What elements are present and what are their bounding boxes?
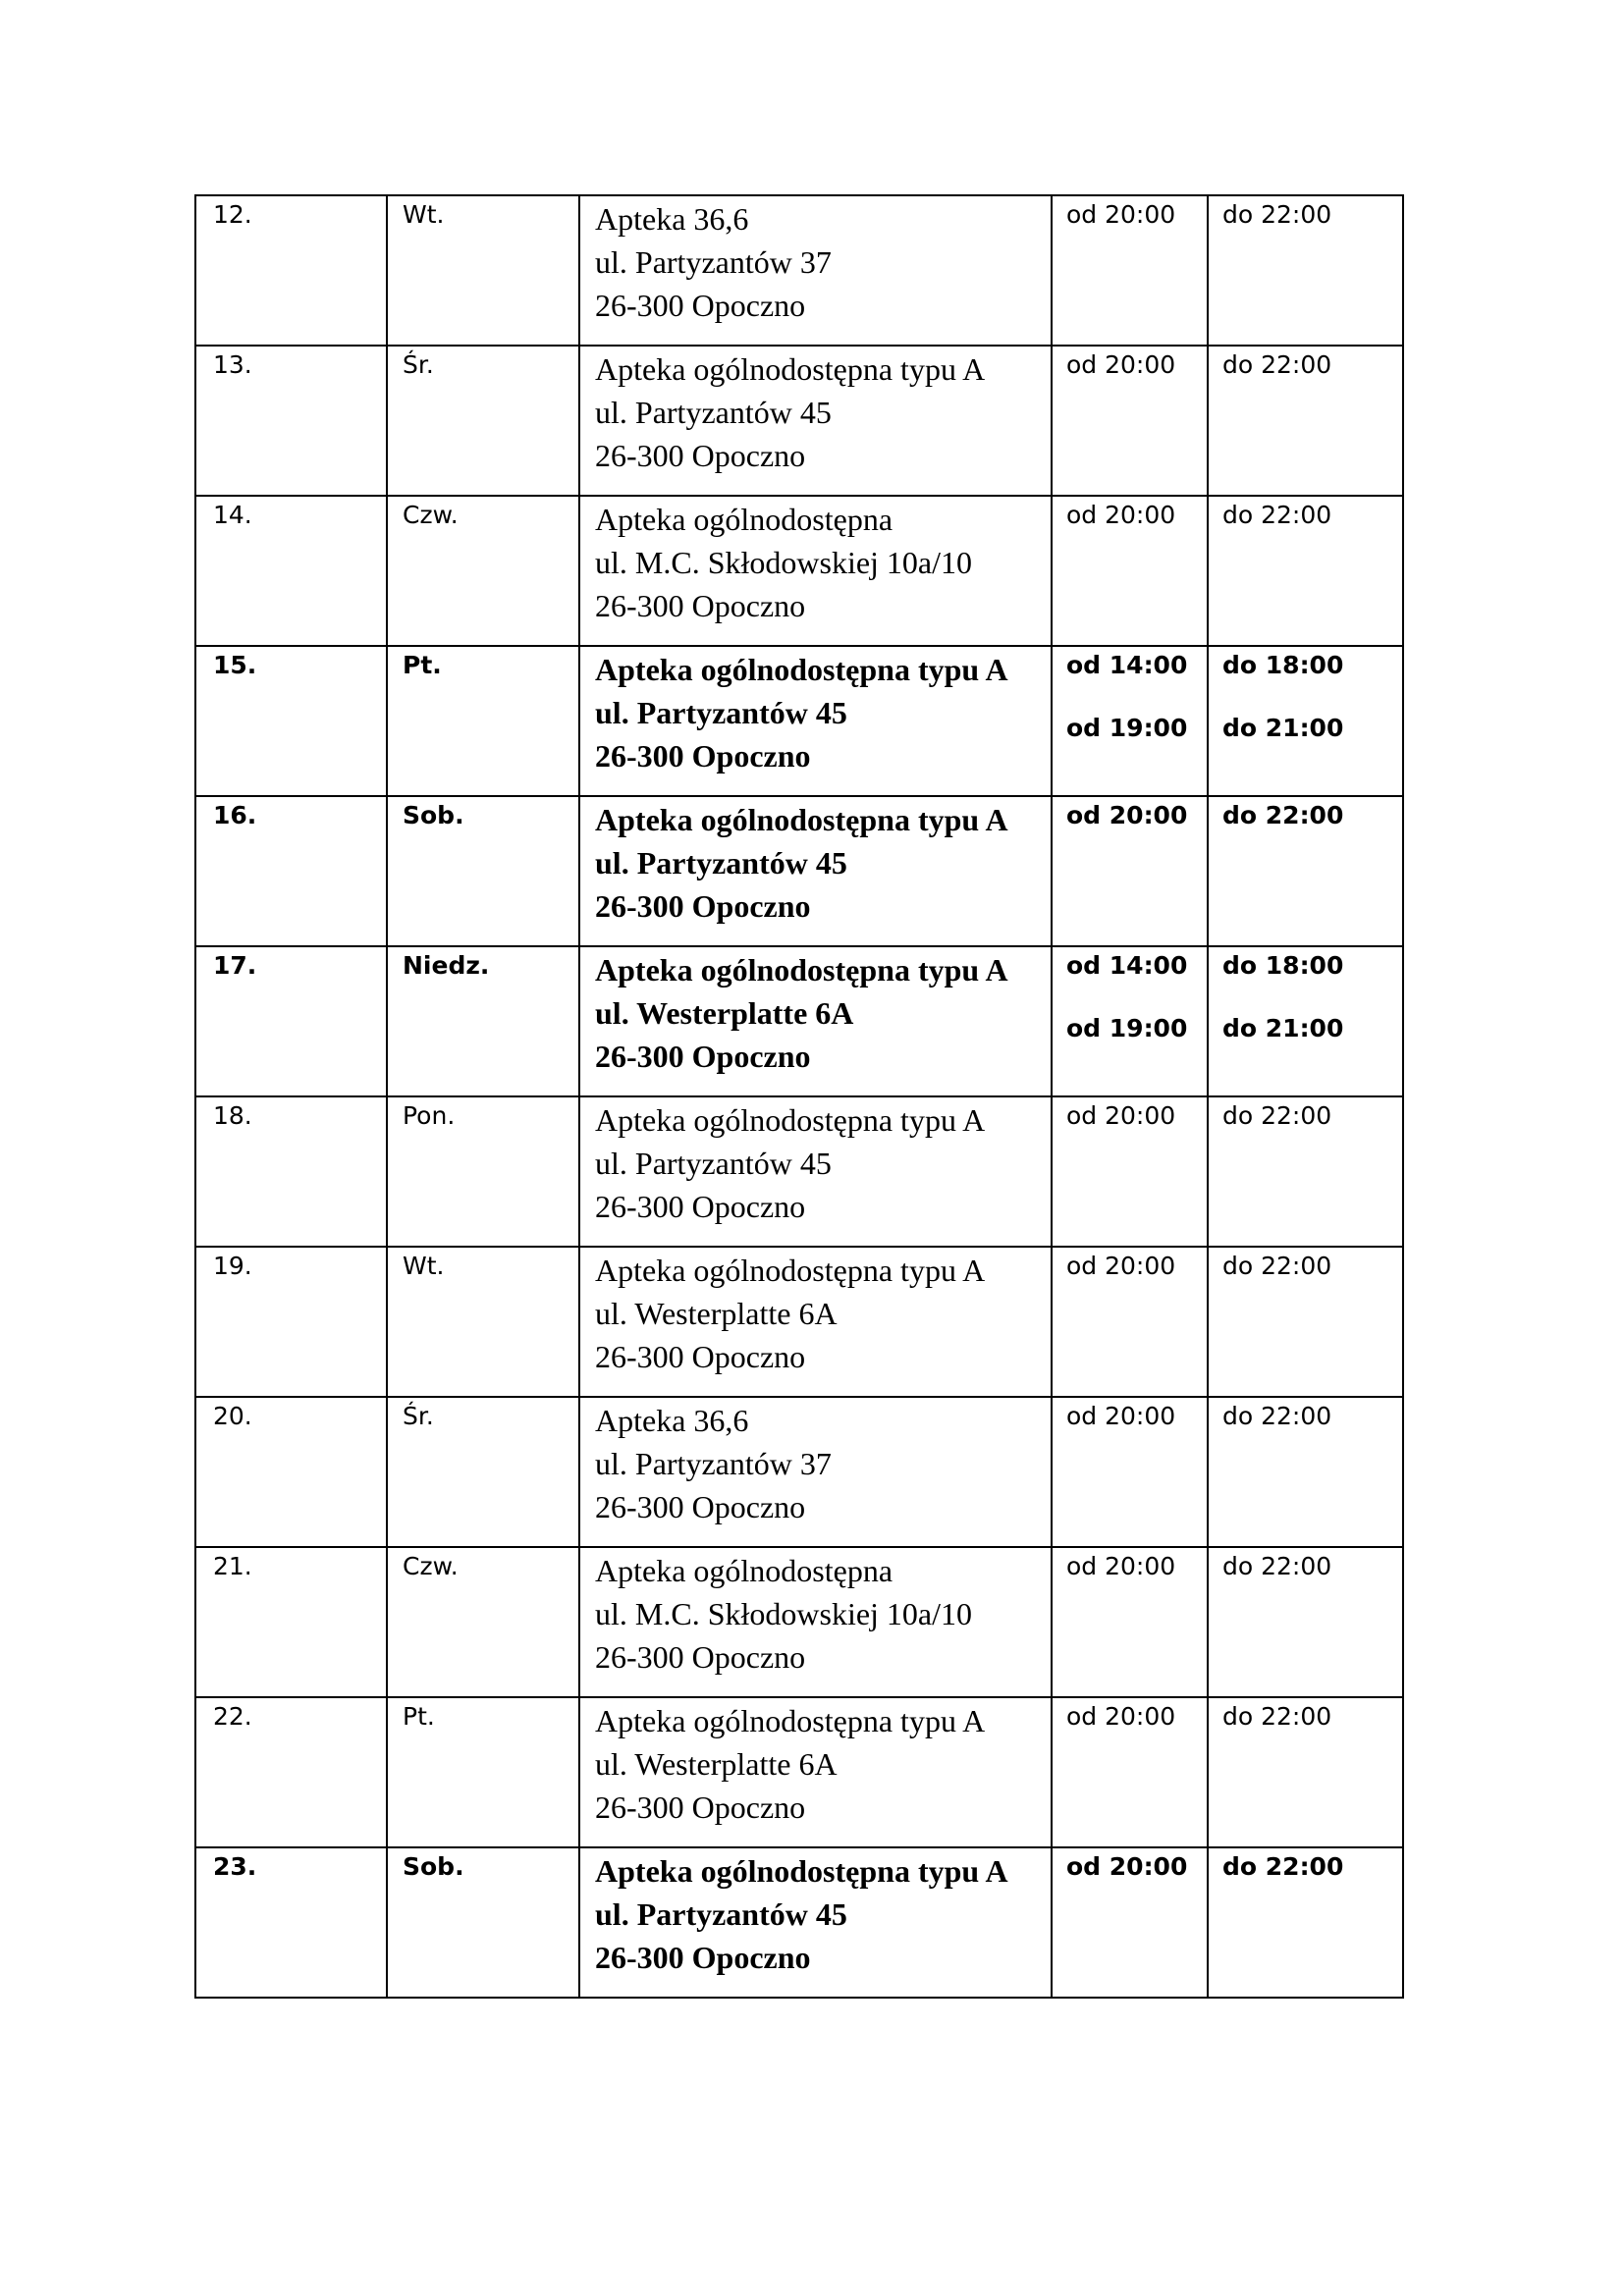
day-of-week: Śr. (387, 1397, 579, 1547)
pharmacy-address-cell (579, 1247, 1052, 1397)
hours-to-cell (1208, 496, 1403, 646)
pharmacy-city: 26-300 Opoczno (595, 1789, 806, 1825)
hours-to: do 22:00 (1222, 1552, 1332, 1580)
hours-from: od 20:00 (1066, 1852, 1188, 1881)
hours-to: do 22:00 (1222, 350, 1332, 379)
hours-from-cell (1052, 1847, 1208, 1998)
pharmacy-address-cell (579, 1096, 1052, 1247)
day-of-week: Wt. (387, 195, 579, 346)
pharmacy-name: Apteka 36,6 (595, 1403, 749, 1438)
day-of-week: Pt. (387, 1697, 579, 1847)
pharmacy-city: 26-300 Opoczno (595, 1940, 811, 1975)
hours-to-cell (1208, 796, 1403, 946)
hours-to: do 22:00 (1222, 1101, 1332, 1130)
pharmacy-name: Apteka 36,6 (595, 201, 749, 237)
pharmacy-street: ul. Partyzantów 37 (595, 244, 832, 280)
pharmacy-city: 26-300 Opoczno (595, 1339, 806, 1374)
pharmacy-city: 26-300 Opoczno (595, 738, 811, 774)
pharmacy-name: Apteka ogólnodostępna typu A (595, 351, 986, 387)
pharmacy-address-cell (579, 1547, 1052, 1697)
pharmacy-address-cell (579, 796, 1052, 946)
duty-table-body (195, 195, 1403, 1998)
pharmacy-address-cell (579, 496, 1052, 646)
day-of-week: Śr. (387, 346, 579, 496)
hours-to-cell (1208, 1697, 1403, 1847)
hours-from-cell (1052, 496, 1208, 646)
table-row (195, 1697, 1403, 1847)
row-number: 23. (195, 1847, 387, 1998)
pharmacy-address-cell (579, 346, 1052, 496)
hours-to-cell (1208, 1397, 1403, 1547)
pharmacy-address-cell (579, 195, 1052, 346)
pharmacy-name: Apteka ogólnodostępna (595, 502, 893, 537)
day-of-week: Czw. (387, 1547, 579, 1697)
pharmacy-city: 26-300 Opoczno (595, 438, 806, 473)
table-row (195, 1247, 1403, 1397)
table-row (195, 1096, 1403, 1247)
row-number: 13. (195, 346, 387, 496)
pharmacy-street: ul. Partyzantów 45 (595, 695, 847, 730)
hours-from-cell (1052, 646, 1208, 796)
pharmacy-city: 26-300 Opoczno (595, 1189, 806, 1224)
hours-from: od 14:00 (1066, 651, 1188, 679)
hours-from: od 20:00 (1066, 200, 1176, 229)
hours-from: od 20:00 (1066, 1252, 1176, 1280)
pharmacy-name: Apteka ogólnodostępna typu A (595, 1102, 986, 1138)
hours-to-cell (1208, 1247, 1403, 1397)
day-of-week: Czw. (387, 496, 579, 646)
pharmacy-address-cell (579, 646, 1052, 796)
row-number: 18. (195, 1096, 387, 1247)
hours-to-cell (1208, 346, 1403, 496)
row-number: 20. (195, 1397, 387, 1547)
pharmacy-city: 26-300 Opoczno (595, 588, 806, 623)
pharmacy-street: ul. Westerplatte 6A (595, 1746, 838, 1782)
hours-to: do 22:00 (1222, 1852, 1344, 1881)
hours-from: od 20:00 (1066, 1702, 1176, 1731)
pharmacy-street: ul. Partyzantów 45 (595, 1146, 832, 1181)
pharmacy-name: Apteka ogólnodostępna typu A (595, 802, 1008, 837)
pharmacy-street: ul. M.C. Skłodowskiej 10a/10 (595, 545, 973, 580)
row-number: 19. (195, 1247, 387, 1397)
hours-to: do 22:00 (1222, 1252, 1332, 1280)
hours-to: do 21:00 (1222, 714, 1344, 742)
hours-to: do 22:00 (1222, 801, 1344, 829)
day-of-week: Pon. (387, 1096, 579, 1247)
table-row (195, 346, 1403, 496)
hours-to-cell (1208, 1847, 1403, 1998)
hours-to: do 22:00 (1222, 1702, 1332, 1731)
pharmacy-city: 26-300 Opoczno (595, 288, 806, 323)
row-number: 16. (195, 796, 387, 946)
row-number: 14. (195, 496, 387, 646)
hours-from-cell (1052, 1697, 1208, 1847)
hours-to: do 22:00 (1222, 501, 1332, 529)
pharmacy-street: ul. Partyzantów 45 (595, 395, 832, 430)
hours-from-cell (1052, 346, 1208, 496)
hours-to-cell (1208, 1547, 1403, 1697)
hours-from: od 20:00 (1066, 1402, 1176, 1430)
pharmacy-address-cell (579, 1397, 1052, 1547)
row-number: 17. (195, 946, 387, 1096)
pharmacy-name: Apteka ogólnodostępna (595, 1553, 893, 1588)
pharmacy-address-cell (579, 1847, 1052, 1998)
hours-from: od 20:00 (1066, 1101, 1176, 1130)
table-row (195, 195, 1403, 346)
hours-to-cell (1208, 646, 1403, 796)
hours-from: od 19:00 (1066, 1014, 1188, 1042)
pharmacy-street: ul. Partyzantów 45 (595, 1896, 847, 1932)
hours-from-cell (1052, 1247, 1208, 1397)
hours-from: od 20:00 (1066, 350, 1176, 379)
hours-to-cell (1208, 946, 1403, 1096)
hours-to: do 21:00 (1222, 1014, 1344, 1042)
pharmacy-name: Apteka ogólnodostępna typu A (595, 1703, 986, 1738)
row-number: 15. (195, 646, 387, 796)
hours-from-cell (1052, 946, 1208, 1096)
pharmacy-name: Apteka ogólnodostępna typu A (595, 1253, 986, 1288)
pharmacy-name: Apteka ogólnodostępna typu A (595, 952, 1008, 988)
hours-to-cell (1208, 195, 1403, 346)
pharmacy-address-cell (579, 1697, 1052, 1847)
table-row (195, 646, 1403, 796)
hours-from: od 20:00 (1066, 801, 1188, 829)
hours-from: od 20:00 (1066, 501, 1176, 529)
pharmacy-street: ul. Partyzantów 45 (595, 845, 847, 881)
hours-from-cell (1052, 195, 1208, 346)
pharmacy-duty-table (194, 194, 1404, 1999)
pharmacy-city: 26-300 Opoczno (595, 1489, 806, 1524)
row-number: 21. (195, 1547, 387, 1697)
hours-to: do 18:00 (1222, 651, 1344, 679)
pharmacy-street: ul. Partyzantów 37 (595, 1446, 832, 1481)
hours-from-cell (1052, 1547, 1208, 1697)
hours-from: od 14:00 (1066, 951, 1188, 980)
pharmacy-name: Apteka ogólnodostępna typu A (595, 652, 1008, 687)
table-row (195, 1547, 1403, 1697)
pharmacy-address-cell (579, 946, 1052, 1096)
pharmacy-street: ul. M.C. Skłodowskiej 10a/10 (595, 1596, 973, 1631)
pharmacy-city: 26-300 Opoczno (595, 1039, 811, 1074)
day-of-week: Sob. (387, 1847, 579, 1998)
hours-to-cell (1208, 1096, 1403, 1247)
pharmacy-street: ul. Westerplatte 6A (595, 1296, 838, 1331)
hours-to: do 22:00 (1222, 200, 1332, 229)
table-row (195, 1397, 1403, 1547)
row-number: 12. (195, 195, 387, 346)
table-row (195, 496, 1403, 646)
table-row (195, 796, 1403, 946)
row-number: 22. (195, 1697, 387, 1847)
table-row (195, 1847, 1403, 1998)
hours-from-cell (1052, 1096, 1208, 1247)
day-of-week: Sob. (387, 796, 579, 946)
pharmacy-name: Apteka ogólnodostępna typu A (595, 1853, 1008, 1889)
hours-to: do 22:00 (1222, 1402, 1332, 1430)
pharmacy-street: ul. Westerplatte 6A (595, 995, 854, 1031)
pharmacy-city: 26-300 Opoczno (595, 888, 811, 924)
hours-to: do 18:00 (1222, 951, 1344, 980)
hours-from: od 20:00 (1066, 1552, 1176, 1580)
pharmacy-city: 26-300 Opoczno (595, 1639, 806, 1675)
day-of-week: Pt. (387, 646, 579, 796)
hours-from-cell (1052, 796, 1208, 946)
hours-from-cell (1052, 1397, 1208, 1547)
day-of-week: Niedz. (387, 946, 579, 1096)
day-of-week: Wt. (387, 1247, 579, 1397)
hours-from: od 19:00 (1066, 714, 1188, 742)
table-row (195, 946, 1403, 1096)
